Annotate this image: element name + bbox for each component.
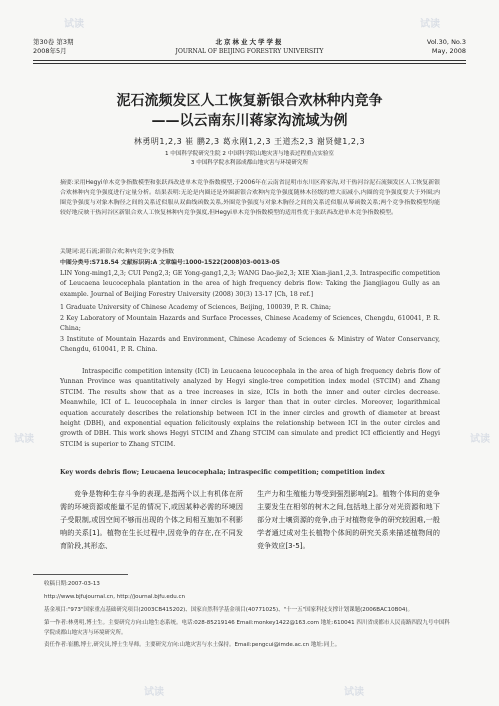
paper-title: 泥石流频发区人工恢复新银合欢林种内竞争 [116, 93, 383, 109]
journal-name-en: JOURNAL OF BEIJING FORESTRY UNIVERSITY [175, 48, 324, 55]
keywords-cn: 关键词:泥石流;新银合欢;种内竞争;竞争指数 [60, 249, 174, 255]
en-affiliation: 1 Graduate University of Chinese Academy of Sciences, Beijing, 100039, P. R. China; [60, 304, 332, 311]
issue-volume-en: Vol.30, No.3 [426, 38, 466, 46]
watermark: 试读 [64, 19, 84, 30]
affiliation-line: 3 中国科学院水利部成都山地灾害与环境研究所 [190, 160, 309, 166]
footnote-received: 收稿日期:2007-03-13 [44, 581, 100, 587]
watermark: 试读 [420, 19, 440, 30]
header-rule [33, 60, 466, 64]
journal-name-cn: 北京林业大学学报 [215, 38, 284, 46]
journal-issue-en [427, 38, 466, 56]
body-left-column: 竞争是物种生存斗争的表现,是指两个以上有机体在所需的环境资源或能量不足的情况下,或因某种必需的环境因子受限制,或因空间不够而出现的个体之间相互施加不利影响的关系[1]。植物在生长过程中,因竞争的存在,在不同发育阶段,其形态、 [60, 489, 243, 550]
keywords-en: Key words debris flow; Leucaena leucocephala; intraspecific competition; competition index [60, 469, 385, 476]
affiliation-line: 1 中国科学院研究生院 2 中国科学院山地灾害与地表过程重点实验室 [164, 151, 335, 157]
watermark: 试读 [470, 434, 490, 445]
en-affiliation: 2 Key Laboratory of Mountain Hazards and Surface Processes, Chinese Academy of Sciences, Chengdu, 610041, P. R. China; [60, 315, 440, 333]
journal-name [0, 38, 499, 56]
footnote-rule [33, 574, 128, 575]
abstract-cn: 摘要:采用Hegyi单木竞争指数模型和张跃西改进单木竞争指数模型,于2006年在云南省昆明市东川区蒋家沟,对干热河谷泥石流频发区人工恢复新银合欢林种内竞争强度进行定量分析。结果表明:无论是内圈还是外圈新银合欢种内竞争强度随林木径级的增大而减小,内圈的竞争强度要大于外圈;内圈竞争强度与对象木胸径之间的关系近似服从双曲线函数关系,外圈竞争强度与对象木胸径之间的关系近似服从幂函数关系;两个竞争指数模型均能较好地反映干热河谷区新银合欢人工恢复林种内竞争强度,但Hegyi单木竞争指数模型的适用性优于张跃西改进单木竞争指数模型。 [60, 180, 440, 216]
watermark: 试读 [344, 687, 364, 698]
body-right-column: 生产力和生殖能力等受到强烈影响[2]。植物个体间的竞争主要发生在相邻的树木之间,包括地上部分对光资源和地下部分对土壤资源的竞争,由于对植物竞争的研究较困难,一般学者通过成对生长植物个体间的研究关系来描述植物间的竞争效应[3-5]。 [257, 489, 440, 550]
issue-date-en: May, 2008 [431, 47, 466, 55]
classification-info: 中图分类号:S718.54 文献标识码:A 文章编号:1000-1522(2008)03-0013-05 [60, 260, 280, 266]
footnote-first-author: 第一作者:林勇明,博士生。主要研究方向:山地生态系统。电话:028-85219146 Email:monkey1422@163.com 地址:610041 四川省成都市人民南路四段九号中国科学院成都山地灾害与环境研究所。 [44, 620, 450, 636]
watermark: 试读 [14, 434, 34, 445]
citation: LIN Yong-ming1,2,3; CUI Peng2,3; GE Yong-gang1,2,3; WANG Dao-jie2,3; XIE Xian-jian1,2,3. Intraspecific competition of Leucaena leucocephala plantation in the area of high frequency debris flow: Taking the Jiangjiagou Gully as an example. Journal of Beijing Forestry University (2008) 30(3) 13-17 [Ch, 18 ref.] [60, 270, 440, 298]
author-list: 林勇明1,2,3 崔 鹏2,3 葛永刚1,2,3 王道杰2,3 谢贤健1,2,3 [133, 137, 366, 146]
footnote-funding: 基金项目:"973"国家重点基础研究项目(2003CB415202)、国家自然科学基金项目(40771025)、"十一五"国家科技支撑计划课题(2006BAC10B04)。 [44, 607, 413, 613]
watermark: 试读 [144, 687, 164, 698]
footnote-corresponding-author: 责任作者:崔鹏,博士,研究员,博士生导师。主要研究方向:山地灾害与水土保持。Email:pengcui@imde.ac.cn 地址:同上。 [44, 642, 341, 648]
issue-date: 2008年5月 [33, 47, 67, 55]
issue-volume: 第30卷 第3期 [33, 38, 74, 46]
abstract-en: Intraspecific competition intensity (ICI) in Leucaena leucocephala in the area of high frequency debris flow of Yunnan Province was quantitatively analyzed by Hegyi single-tree competition index model (STCIM) and Zhang STCIM. The results show that as a tree increases in size, ICIs in both the inner and outer circles decrease. Meanwhile, ICI of L. leucocephala in inner circles is larger than that in outer circles. Moreover, logarithmical equation accurately describes the relationship between ICI in the inner circles and growth of diameter at breast height (DBH), and exponential equation felicitously explains the relationship between ICI in the outer circles and growth of DBH. This work shows Hegyi STCIM and Zhang STCIM can simulate and predict ICI efficiently and Hegyi STCIM is superior to Zhang STCIM. [60, 368, 440, 448]
paper-subtitle: ——以云南东川蒋家沟流域为例 [151, 113, 348, 129]
footnote-url: http://www.bjfujournal.cn, http://journal.bjfu.edu.cn [44, 594, 186, 600]
en-affiliation: 3 Institute of Mountain Hazards and Environment, Chinese Academy of Sciences & Ministry of Water Conservancy, Chengdu, 610041, P. R. China. [60, 336, 440, 354]
